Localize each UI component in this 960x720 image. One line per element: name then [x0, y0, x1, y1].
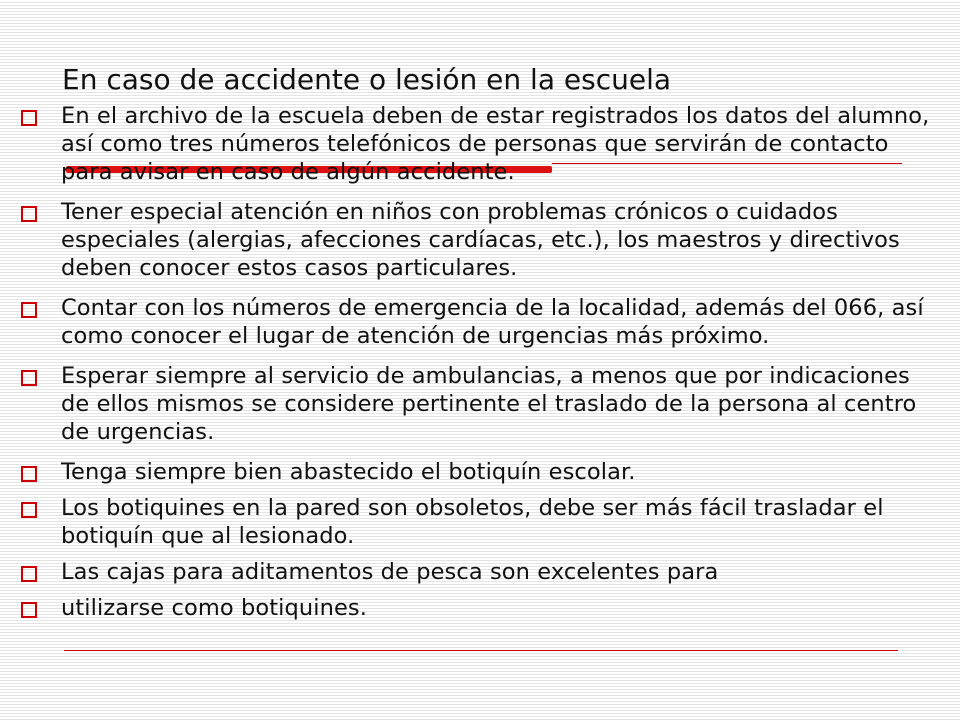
- bullet-text: Tener especial atención en niños con problemas crónicos o cuidados especiales (alergias, afecciones cardíacas, etc.), los maestros y directivos deben conocer estos casos particulares.: [61, 199, 900, 281]
- hollow-square-bullet-icon: [21, 466, 37, 482]
- hollow-square-bullet-icon: [21, 206, 37, 222]
- bullet-text: En el archivo de la escuela deben de estar registrados los datos del alumno, así como tres números telefónicos de personas que servirán de contacto para avisar en caso de algún accidente.: [61, 103, 930, 185]
- bullet-item: [0, 102, 960, 186]
- bullet-list: [0, 102, 960, 622]
- hollow-square-bullet-icon: [21, 602, 37, 618]
- hollow-square-bullet-icon: [21, 370, 37, 386]
- bullet-item: [0, 198, 960, 282]
- bullet-text: Contar con los números de emergencia de la localidad, además del 066, así como conocer el lugar de atención de urgencias más próximo.: [61, 295, 924, 349]
- bullet-item: [0, 458, 960, 486]
- hollow-square-bullet-icon: [21, 502, 37, 518]
- slide-title: En caso de accidente o lesión en la escuela: [62, 63, 671, 96]
- bullet-text: Esperar siempre al servicio de ambulancias, a menos que por indicaciones de ellos mismos se considere pertinente el traslado de la persona al centro de urgencias.: [61, 363, 917, 445]
- bullet-item: [0, 362, 960, 446]
- bottom-divider-line: [64, 650, 898, 651]
- bullet-item: [0, 294, 960, 350]
- hollow-square-bullet-icon: [21, 110, 37, 126]
- bullet-item: [0, 558, 960, 586]
- hollow-square-bullet-icon: [21, 566, 37, 582]
- bullet-text: Los botiquines en la pared son obsoletos, debe ser más fácil trasladar el botiquín que al lesionado.: [61, 495, 884, 549]
- bullet-item: [0, 594, 960, 622]
- bullet-text: utilizarse como botiquines.: [61, 595, 367, 621]
- bullet-text: Las cajas para aditamentos de pesca son excelentes para: [61, 559, 719, 585]
- hollow-square-bullet-icon: [21, 302, 37, 318]
- bullet-item: [0, 494, 960, 550]
- bullet-text: Tenga siempre bien abastecido el botiquín escolar.: [61, 459, 636, 485]
